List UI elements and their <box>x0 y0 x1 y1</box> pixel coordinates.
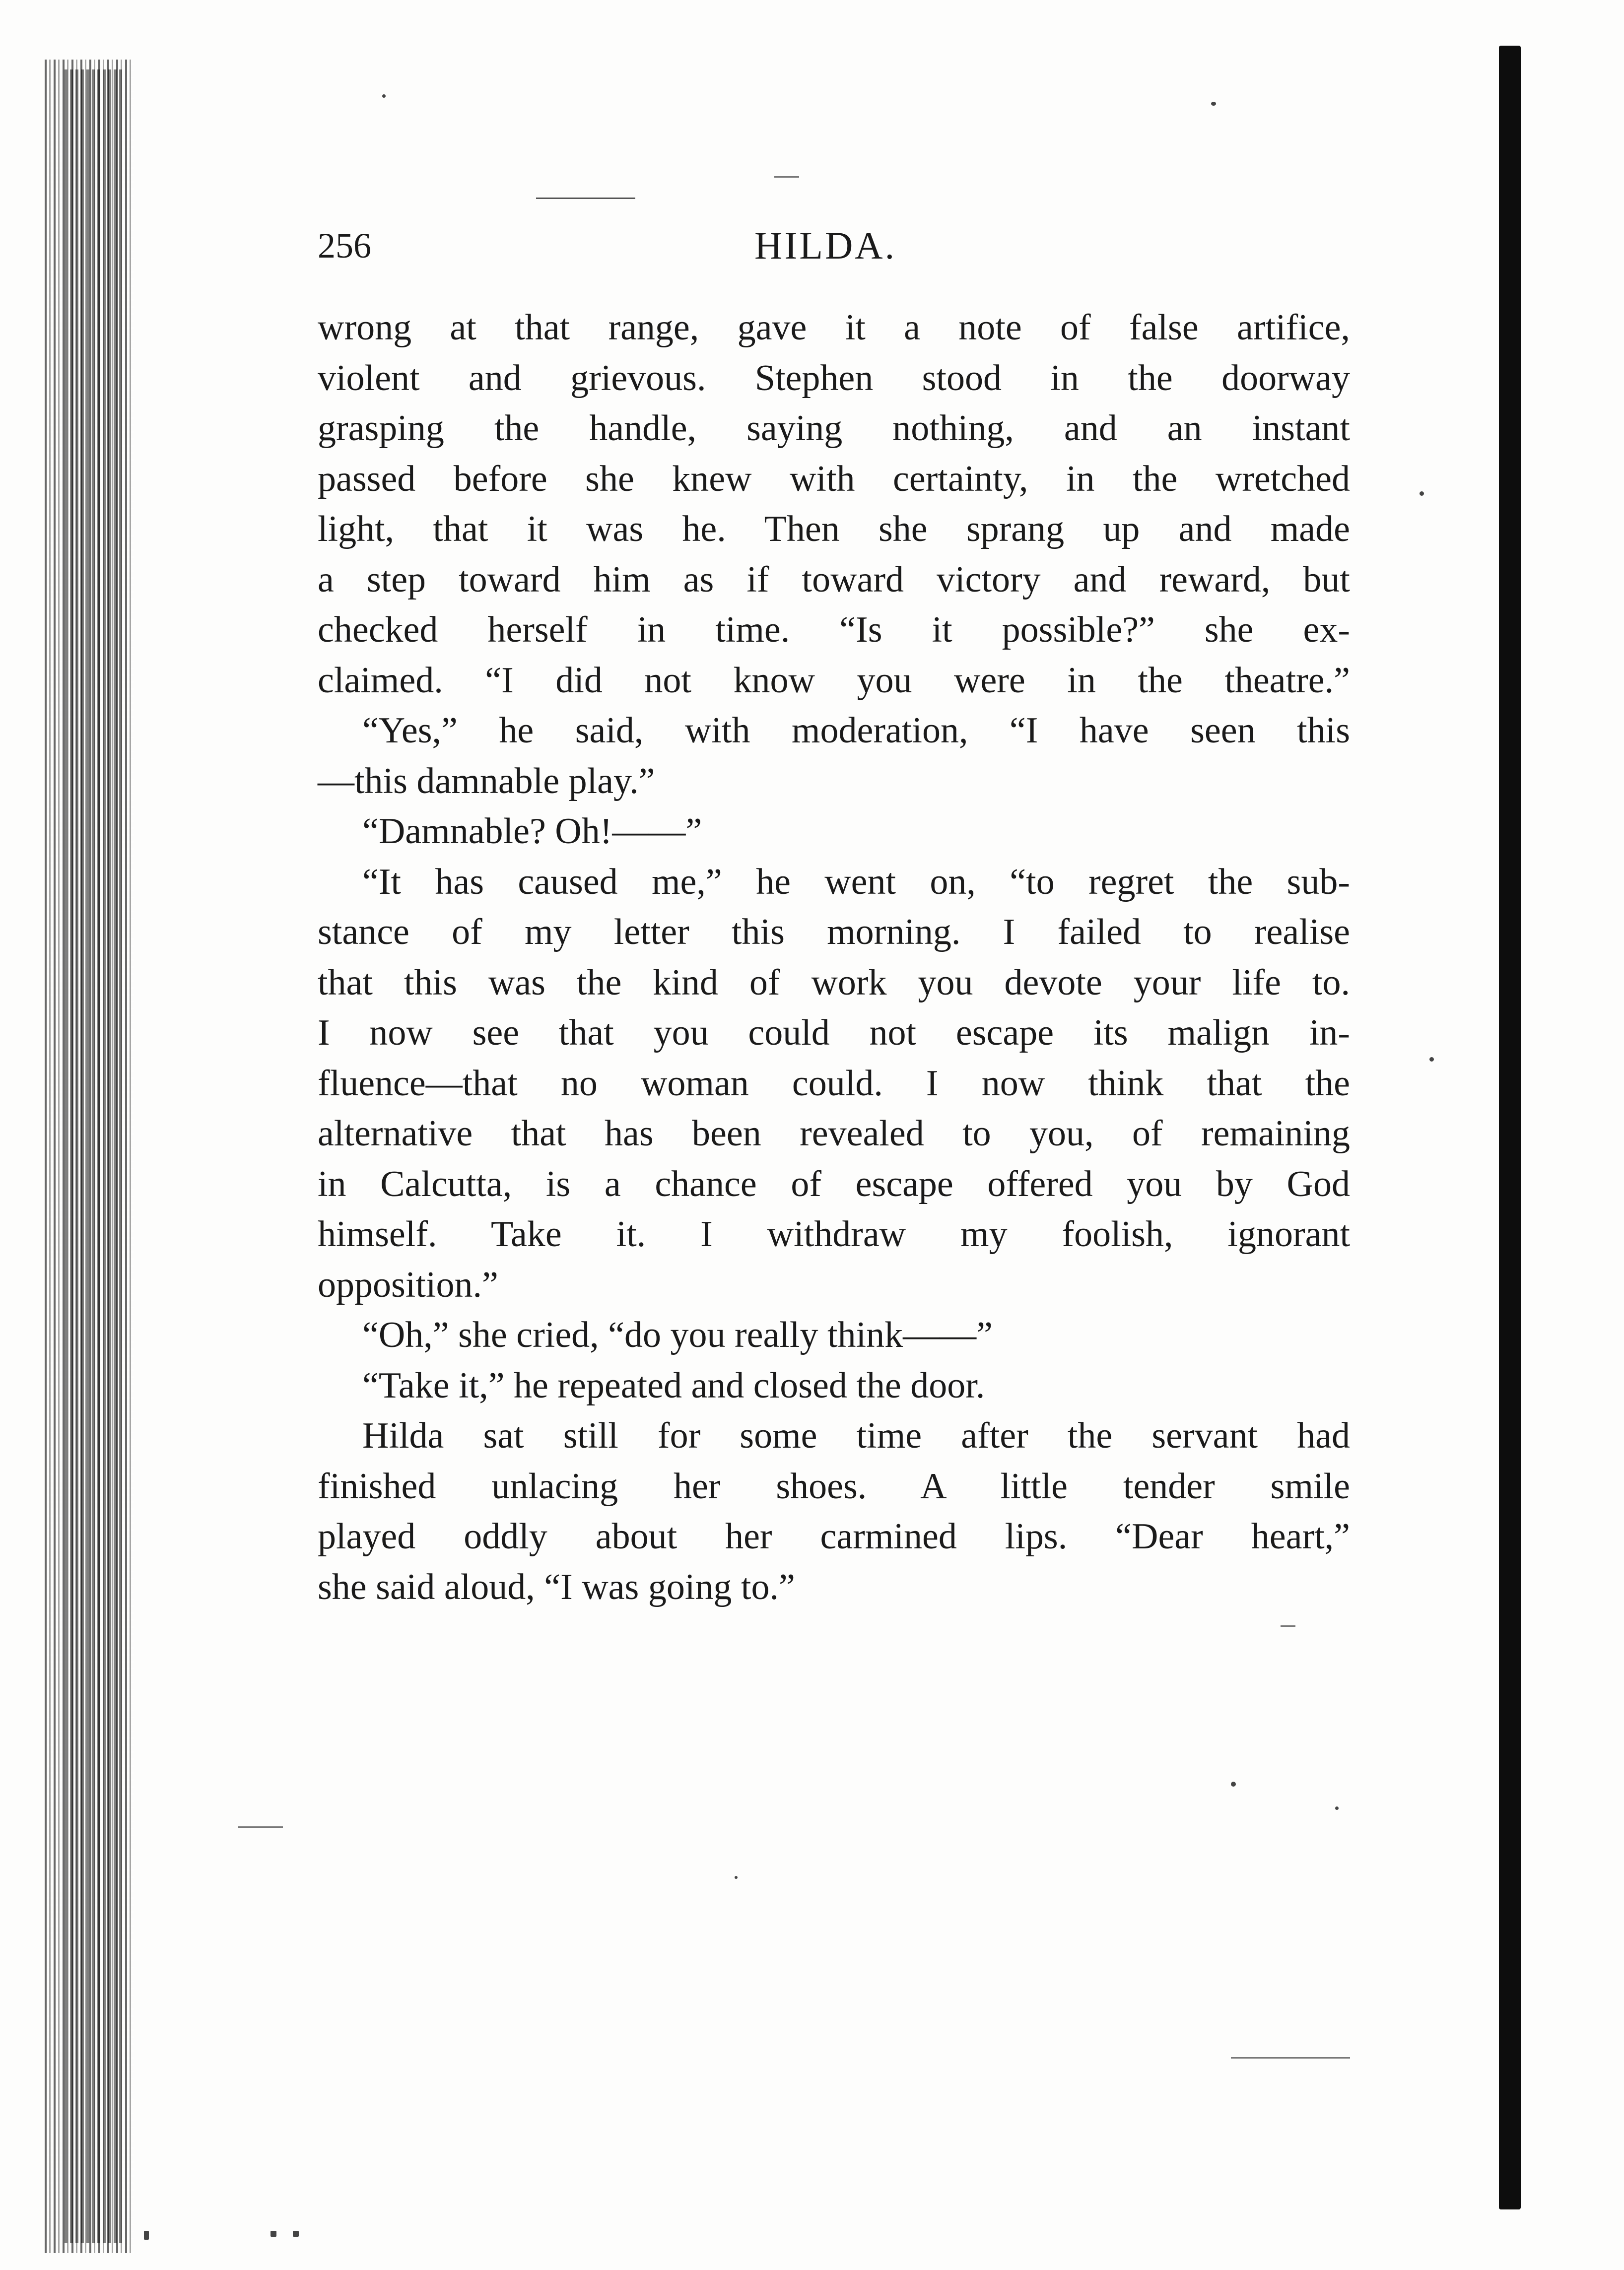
page-header <box>318 218 1360 273</box>
text-line: alternative that has been revealed to you, of remaining <box>318 1113 1350 1154</box>
text-line: checked herself in time. “Is it possible?” she ex- <box>318 609 1350 650</box>
scan-speck <box>1231 1782 1236 1787</box>
text-line: —this damnable play.” <box>318 760 655 801</box>
text-line: himself. Take it. I withdraw my foolish, ignorant <box>318 1214 1350 1255</box>
text-line: fluence—that no woman could. I now think that the <box>318 1063 1350 1104</box>
text-line: played oddly about her carmined lips. “Dear heart,” <box>318 1516 1350 1557</box>
scan-speck <box>293 2231 299 2237</box>
scan-speck <box>735 1876 738 1879</box>
text-line: finished unlacing her shoes. A little tender smile <box>318 1466 1350 1507</box>
scan-speck <box>1335 1806 1339 1810</box>
scan-gutter-binding <box>65 69 124 2243</box>
text-line: grasping the handle, saying nothing, and an instant <box>318 408 1350 449</box>
text-line: “Damnable? Oh!——” <box>362 811 702 852</box>
text-line: “Yes,” he said, with moderation, “I have seen this <box>362 710 1350 751</box>
text-line: “It has caused me,” he went on, “to regret the sub- <box>362 861 1350 902</box>
text-line: “Oh,” she cried, “do you really think——” <box>362 1315 993 1355</box>
text-line: violent and grievous. Stephen stood in the doorway <box>318 357 1350 399</box>
scan-speck <box>1429 1057 1434 1062</box>
text-line: Hilda sat still for some time after the servant had <box>362 1415 1350 1456</box>
text-line: wrong at that range, gave it a note of false artifice, <box>318 307 1350 348</box>
scan-speck <box>1420 491 1424 496</box>
text-line: light, that it was he. Then she sprang up and made <box>318 509 1350 549</box>
scan-mark <box>1231 2057 1350 2059</box>
scan-mark <box>774 176 799 178</box>
text-line: claimed. “I did not know you were in the theatre.” <box>318 660 1350 701</box>
scan-mark <box>238 1826 283 1828</box>
scan-mark <box>1281 1625 1295 1627</box>
top-rule <box>536 198 635 199</box>
text-line: I now see that you could not escape its malign in- <box>318 1012 1350 1053</box>
text-line: that this was the kind of work you devote your life to. <box>318 962 1350 1003</box>
scan-speck <box>382 94 386 98</box>
scan-speck <box>1211 102 1216 106</box>
text-line: stance of my letter this morning. I failed to realise <box>318 912 1350 952</box>
scan-right-edge <box>1499 46 1521 2209</box>
running-title: HILDA. <box>754 224 897 267</box>
scan-speck <box>271 2231 276 2237</box>
page-number: 256 <box>318 226 371 266</box>
text-line: opposition.” <box>318 1264 498 1305</box>
text-line: a step toward him as if toward victory and reward, but <box>318 559 1350 600</box>
text-line: passed before she knew with certainty, in the wretched <box>318 458 1350 499</box>
text-line: “Take it,” he repeated and closed the door. <box>362 1365 985 1406</box>
scan-speck <box>144 2231 149 2240</box>
text-line: she said aloud, “I was going to.” <box>318 1566 795 1607</box>
body-text <box>318 303 1350 1612</box>
text-line: in Calcutta, is a chance of escape offered you by God <box>318 1163 1350 1204</box>
